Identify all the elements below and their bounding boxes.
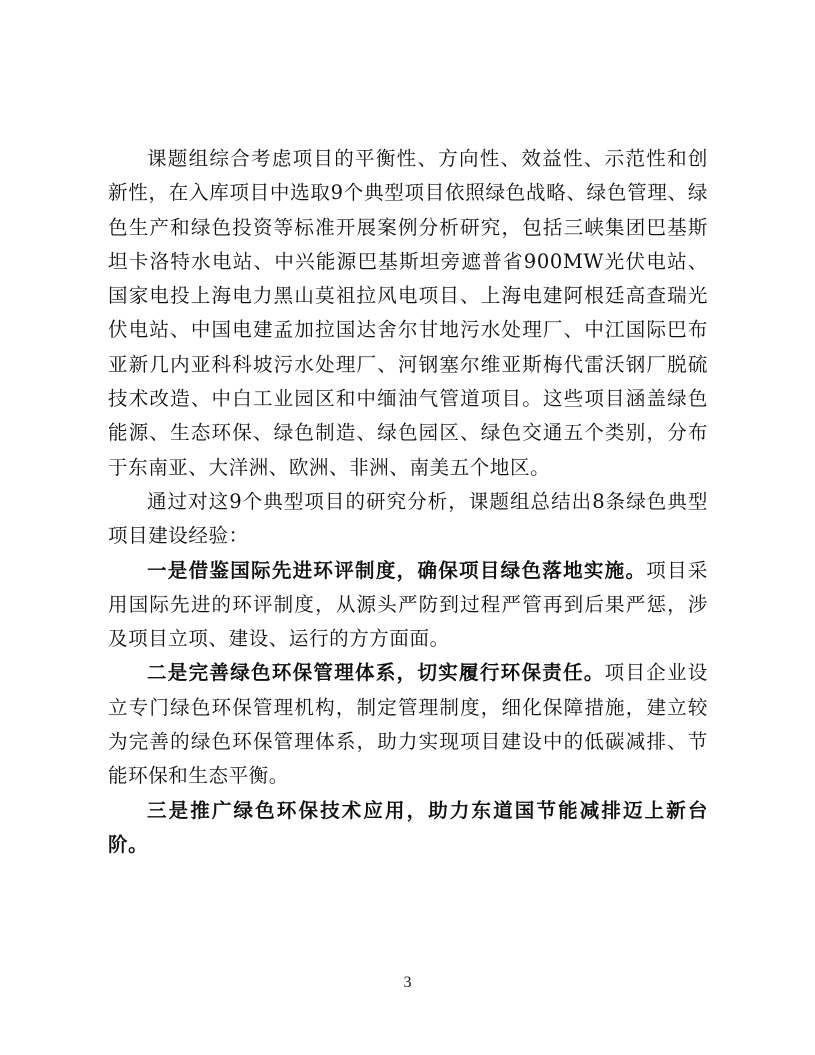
paragraph-text: 项目采用国际先进的环评制度，从源头严防到过程严管再到后果严惩，涉及项目立项、建设、运行的方方面面。 bbox=[108, 558, 708, 651]
paragraph-lead: 二是完善绿色环保管理体系，切实履行环保责任。 bbox=[147, 661, 605, 685]
paragraph-text: 项目企业设立专门绿色环保管理机构，制定管理制度，细化保障措施，建立较为完善的绿色环保管理体系，助力实现项目建设中的低碳减排、节能环保和生态平衡。 bbox=[108, 661, 708, 788]
paragraph-project-selection bbox=[108, 142, 708, 485]
paragraph-experience-one bbox=[108, 554, 708, 657]
paragraph-experience-three bbox=[108, 794, 708, 863]
paragraph-lead: 一是借鉴国际先进环评制度，确保项目绿色落地实施。 bbox=[147, 558, 647, 582]
paragraph-lead: 三是推广绿色环保技术应用，助力东道国节能减排迈上新台阶。 bbox=[108, 798, 708, 856]
paragraph-text: 通过对这9个典型项目的研究分析，课题组总结出8条绿色典型项目建设经验： bbox=[108, 489, 708, 548]
paragraph-text: 课题组综合考虑项目的平衡性、方向性、效益性、示范性和创新性，在入库项目中选取9个典型项目依照绿色战略、绿色管理、绿色生产和绿色投资等标准开展案例分析研究，包括三峡集团巴基斯坦卡洛特水电站、中兴能源巴基斯坦旁遮普省900MW光伏电站、国家电投上海电力黑山莫祖拉风电项目、上海电建阿根廷高查瑞光伏电站、中国电建孟加拉国达舍尔甘地污水处理厂、中江国际巴布亚新几内亚科科坡污水处理厂、河钢塞尔维亚斯梅代雷沃钢厂脱硫技术改造、中白工业园区和中缅油气管道项目。这些项目涵盖绿色能源、生态环保、绿色制造、绿色园区、绿色交通五个类别，分布于东南亚、大洋洲、欧洲、非洲、南美五个地区。 bbox=[108, 147, 708, 479]
page-number: 3 bbox=[403, 974, 412, 991]
paragraph-summary-intro bbox=[108, 485, 708, 554]
document-body bbox=[108, 142, 708, 862]
paragraph-experience-two bbox=[108, 656, 708, 793]
